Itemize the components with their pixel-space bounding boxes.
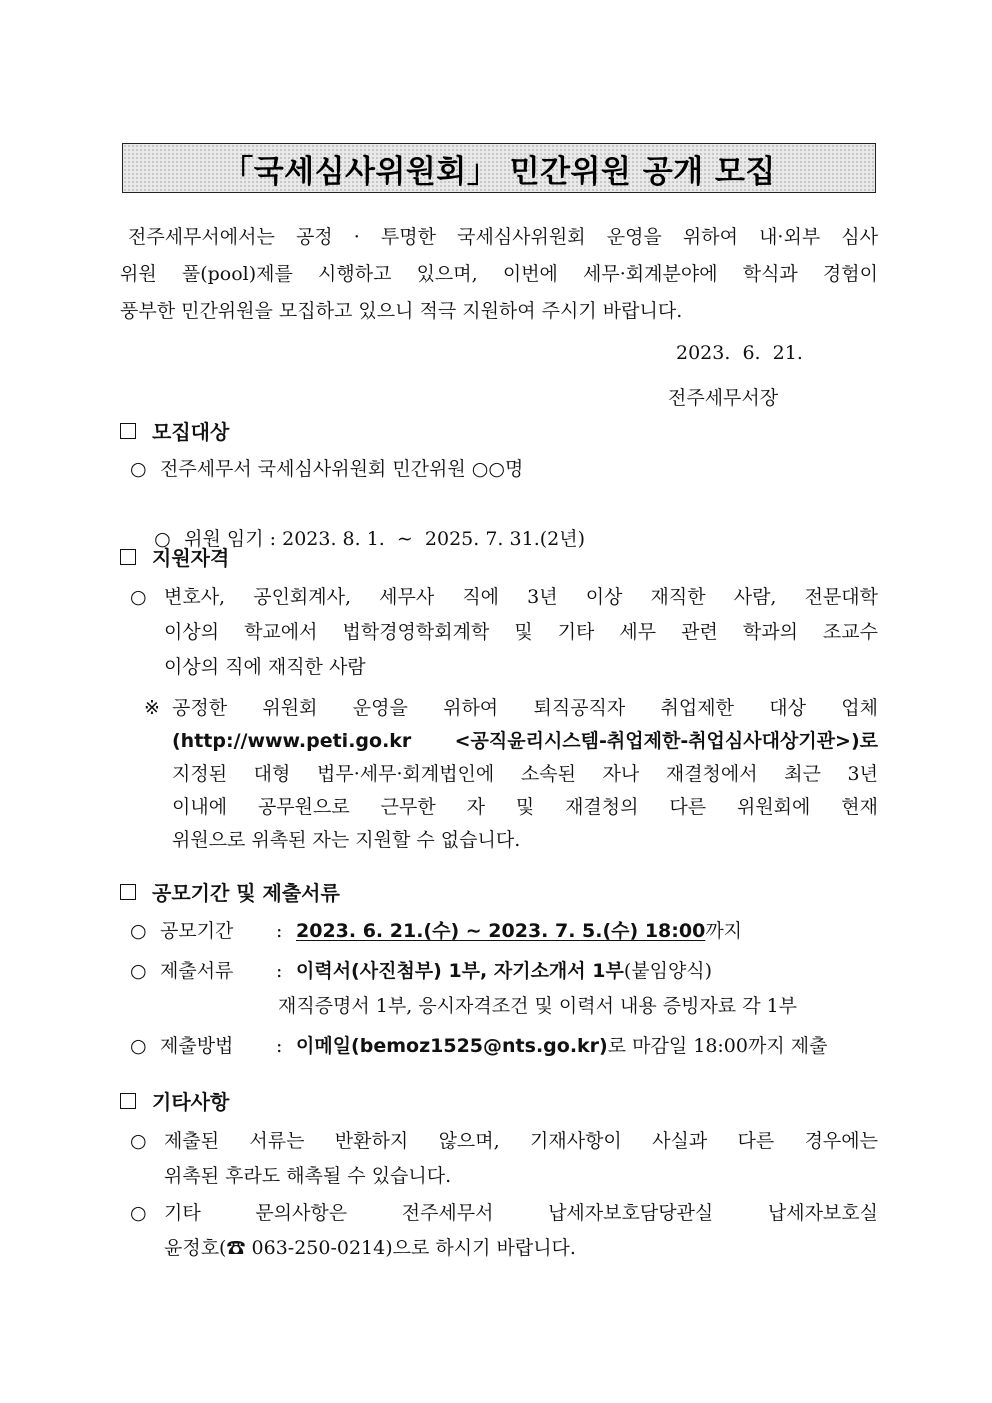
method-email: 이메일(bemoz1525@nts.go.kr) [296, 1035, 608, 1057]
page-title: 「국세심사위원회」 민간위원 공개 모집 [222, 153, 776, 190]
checkbox-square-icon [120, 549, 136, 565]
reference-mark-icon: ※ [144, 697, 160, 719]
section-heading-application [120, 877, 340, 906]
list-item [130, 580, 878, 685]
note-block [144, 692, 878, 857]
circle-bullet-icon: ○ [130, 1035, 147, 1057]
period-row [130, 914, 742, 949]
colon: : [276, 920, 283, 942]
method-row [130, 1029, 827, 1064]
list-item-text: 위촉된 후라도 해촉될 수 있습니다. [164, 1165, 452, 1187]
checkbox-square-icon [120, 884, 136, 900]
method-label: 제출방법 [160, 1035, 234, 1057]
note-line: 공정한 위원회 운영을 위하여 퇴직공직자 취업제한 대상 업체 [172, 697, 878, 719]
note-line: 지정된 대형 법무·세무·회계법인에 소속된 자나 재결청에서 최근 3년 [172, 763, 878, 785]
checkbox-square-icon [120, 1093, 136, 1109]
circle-bullet-icon: ○ [130, 920, 147, 942]
period-value: 2023. 6. 21.(수) ∼ 2023. 7. 5.(수) 18:00 [296, 920, 706, 942]
list-item-text: 위원 임기 : 2023. 8. 1. ∼ 2025. 7. 31.(2년) [184, 528, 585, 550]
intro-line: 위원 풀(pool)제를 시행하고 있으며, 이번에 세무·회계분야에 학식과 경험이 [120, 263, 878, 285]
section-heading-target [120, 416, 229, 445]
section-heading-label: 공모기간 및 제출서류 [152, 881, 340, 905]
list-item-text: 이상의 직에 재직한 사람 [164, 656, 366, 678]
section-heading-qualification [120, 542, 229, 571]
period-label: 공모기간 [160, 920, 234, 942]
period-suffix: 까지 [705, 920, 743, 942]
section-heading-etc [120, 1086, 229, 1115]
note-line: 이내에 공무원으로 근무한 자 및 재결청의 다른 위원회에 현재 [172, 796, 878, 818]
note-line: (http://www.peti.go.kr <공직윤리시스템-취업제한-취업심사대상기관>)로 [172, 730, 878, 752]
note-line: 위원으로 위촉된 자는 지원할 수 없습니다. [172, 829, 521, 851]
section-heading-label: 모집대상 [152, 420, 230, 444]
circle-bullet-icon: ○ [130, 1202, 147, 1224]
section-heading-label: 지원자격 [152, 546, 230, 570]
list-item [130, 1196, 878, 1266]
circle-bullet-icon: ○ [130, 458, 147, 480]
list-item [130, 487, 585, 592]
colon: : [276, 1035, 283, 1057]
docs-row [130, 954, 712, 989]
intro-paragraph [120, 219, 878, 330]
docs-line-2: 재직증명서 1부, 응시자격조건 및 이력서 내용 증빙자료 각 1부 [278, 995, 798, 1017]
title-box [122, 143, 876, 193]
list-item [130, 452, 523, 487]
issuer-name: 전주세무서장 [668, 387, 779, 409]
notice-date: 2023. 6. 21. [676, 342, 803, 364]
list-item-text: 윤정호(☎ 063-250-0214)으로 하시기 바랍니다. [164, 1237, 576, 1259]
list-item [130, 1124, 878, 1194]
list-item-text: 전주세무서 국세심사위원회 민간위원 ○○명 [160, 458, 524, 480]
circle-bullet-icon: ○ [130, 1130, 147, 1152]
intro-line: 전주세무서에서는 공정 · 투명한 국세심사위원회 운영을 위하여 내·외부 심사 [128, 226, 878, 248]
method-suffix: 로 마감일 18:00까지 제출 [607, 1035, 828, 1057]
checkbox-square-icon [120, 423, 136, 439]
section-heading-label: 기타사항 [152, 1090, 230, 1114]
circle-bullet-icon: ○ [130, 586, 147, 608]
docs-required: 이력서(사진첨부) 1부, 자기소개서 1부 [296, 960, 624, 982]
list-item-text: 제출된 서류는 반환하지 않으며, 기재사항이 사실과 다른 경우에는 [164, 1130, 878, 1152]
docs-label: 제출서류 [160, 960, 234, 982]
list-item-text: 기타 문의사항은 전주세무서 납세자보호담당관실 납세자보호실 [164, 1202, 878, 1224]
intro-line: 풍부한 민간위원을 모집하고 있으니 적극 지원하여 주시기 바랍니다. [120, 300, 683, 322]
list-item-text: 이상의 학교에서 법학경영학회계학 및 기타 세무 관련 학과의 조교수 [164, 621, 878, 643]
list-item-text: 변호사, 공인회계사, 세무사 직에 3년 이상 재직한 사람, 전문대학 [164, 586, 878, 608]
circle-bullet-icon: ○ [154, 528, 171, 550]
colon: : [276, 960, 283, 982]
docs-suffix: (붙임양식) [623, 960, 713, 982]
circle-bullet-icon: ○ [130, 960, 147, 982]
